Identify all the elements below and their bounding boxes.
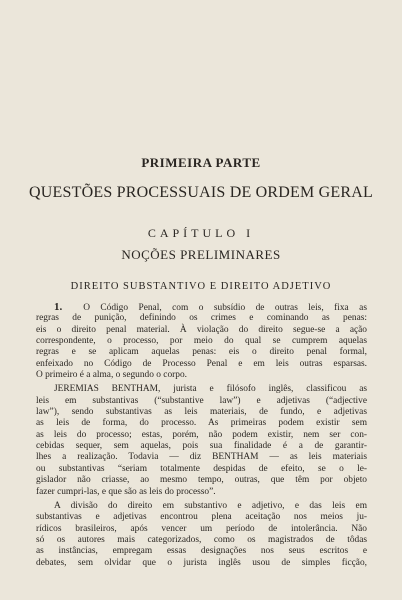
paragraph-line: cebidas sequer, sem aquelas, pois sua finalidade é a de garantir- — [36, 441, 367, 452]
paragraph-line: enfeixado no Código de Processo Penal e em leis outras esparsas. — [36, 358, 367, 369]
main-heading: QUESTÕES PROCESSUAIS DE ORDEM GERAL — [29, 184, 373, 201]
paragraph-1 — [36, 302, 367, 381]
paragraph-line — [36, 302, 367, 313]
paragraph-2 — [36, 384, 367, 497]
section-title: DIREITO SUBSTANTIVO E DIREITO ADJETIVO — [70, 281, 332, 292]
paragraph-line: lhes a realização. Todavia — diz BENTHAM — as leis materiais — [36, 452, 367, 463]
paragraph-line: fazer cumpri-las, e que são as leis do processo”. — [36, 486, 216, 497]
paragraph-line: as instâncias, empregam essas designações nos seus escritos e — [36, 546, 367, 557]
paragraph-line: JEREMIAS BENTHAM, jurista e filósofo inglês, classificou as — [54, 384, 367, 395]
paragraph-line: ou substantivas “seriam totalmente despidas de efeito, se o le- — [36, 463, 367, 474]
paragraph-line: as leis do processo; estas, porém, não podem existir, nem ser con- — [36, 429, 367, 440]
paragraph-line: debates, sem olvidar que o jurista inglês usou de simples ficção, — [36, 557, 367, 568]
paragraph-line: leis em substantivas (“substantive law”) e adjetivas (“adjective — [36, 395, 367, 406]
paragraph-number: 1. — [54, 301, 63, 313]
paragraph-line: as leis de forma, do processo. As primeiras podem existir sem — [36, 418, 367, 429]
paragraph-line: rídicos brasileiros, após vencer um período de intolerância. Não — [36, 523, 367, 534]
chapter-label: CAPÍTULO I — [147, 226, 255, 240]
paragraph-line: regras e se aplicam aquelas penas: eis o direito penal formal, — [36, 347, 367, 358]
chapter-title: NOÇÕES PRELIMINARES — [121, 247, 281, 262]
paragraph-line: só os autores mais categorizados, como os magistrados de tôdas — [36, 534, 367, 545]
paragraph-line: correspondente, o processo, por meio do qual se cumprem aquelas — [36, 336, 367, 347]
paragraph-3 — [36, 501, 367, 569]
paragraph-line-text: O Código Penal, com o subsídio de outras leis, fixa as — [83, 303, 367, 313]
paragraph-line: A divisão do direito em substantivo e adjetivo, e das leis em — [54, 500, 367, 511]
paragraph-line: regras de punição, definindo os crimes e cominando as penas: — [36, 313, 367, 324]
body-text — [36, 302, 367, 572]
paragraph-line: eis o direito penal material. À violação do direito segue-se a ação — [36, 324, 367, 335]
paragraph-line: law”), sendo substantivas as leis materiais, de fundo, e adjetivas — [36, 407, 367, 418]
part-title: PRIMEIRA PARTE — [141, 155, 261, 170]
paragraph-line: gislador não criasse, ao mesmo tempo, outras, que têm por objeto — [36, 475, 367, 486]
paragraph-line: substantivas e adjetivas encontrou plena aceitação nos meios ju- — [36, 512, 367, 523]
paragraph-line: O primeiro é a alma, o segundo o corpo. — [36, 370, 187, 381]
